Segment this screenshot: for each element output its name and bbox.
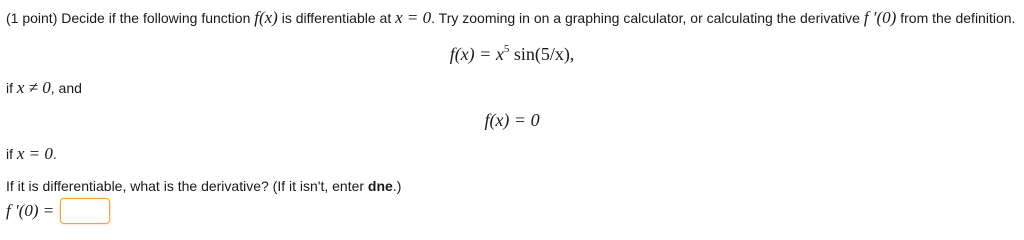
equation-zero-text: f(x) = 0	[484, 110, 540, 130]
question-text-a: If it is differentiable, what is the derivative? (If it isn't, enter	[6, 178, 365, 194]
equation-nonzero-rhs: sin(5/x),	[509, 44, 575, 64]
answer-row	[6, 196, 110, 226]
intro-text-a: Decide if the following function	[61, 10, 251, 26]
intro-text-c: . Try zooming in on a graphing calculator, or calculating the derivative	[431, 10, 860, 26]
equation-nonzero	[0, 44, 1024, 65]
equation-nonzero-lhs: f(x) = x	[449, 44, 504, 64]
condition-zero	[6, 144, 57, 164]
condition-nonzero	[6, 78, 82, 98]
intro-derivative: f ′(0)	[863, 8, 897, 27]
question-text	[6, 178, 401, 194]
answer-input[interactable]	[60, 198, 110, 224]
intro-condition: x = 0	[395, 8, 432, 27]
condition-zero-period: .	[52, 146, 57, 162]
condition-nonzero-if: if	[6, 80, 13, 96]
equation-zero	[0, 110, 1024, 131]
problem-intro	[6, 8, 1015, 28]
question-text-b: .)	[392, 178, 402, 194]
question-dne: dne	[367, 178, 393, 194]
condition-nonzero-and: , and	[50, 80, 82, 96]
equation-exponent: 5	[503, 43, 510, 55]
intro-text-b: is differentiable at	[281, 10, 392, 26]
intro-text-d: from the definition.	[900, 10, 1016, 26]
condition-zero-if: if	[6, 146, 13, 162]
condition-zero-math: x = 0	[16, 144, 53, 163]
condition-nonzero-math: x ≠ 0	[16, 78, 51, 97]
answer-label: f ′(0) =	[6, 201, 55, 220]
intro-function: f(x)	[254, 8, 278, 27]
points-label: (1 point)	[6, 10, 58, 26]
